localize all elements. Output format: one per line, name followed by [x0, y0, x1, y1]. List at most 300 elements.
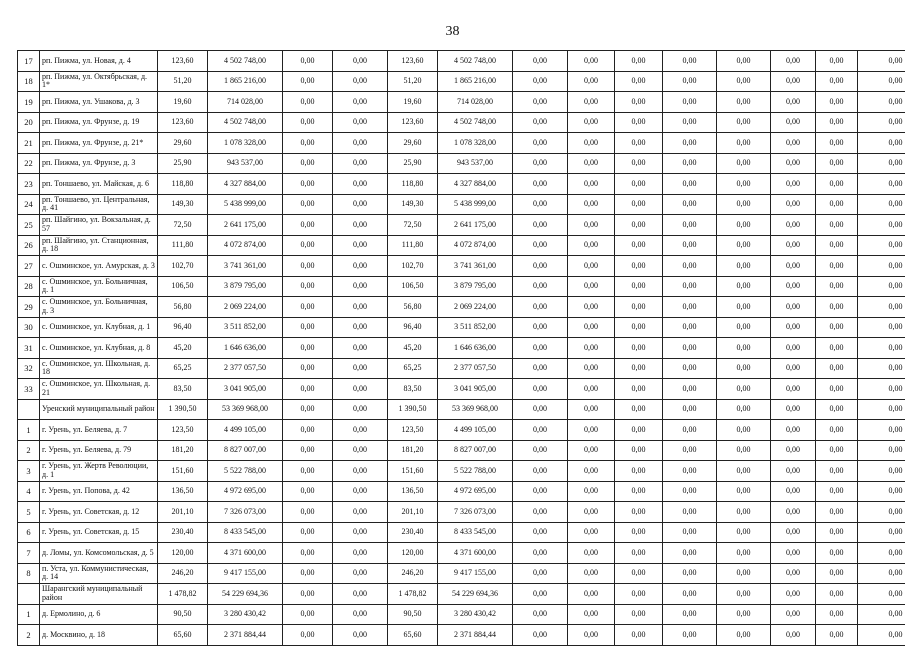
table-row: [18, 420, 905, 441]
value-cell: 0,00: [858, 584, 905, 605]
area-cell: 1 478,82: [388, 584, 438, 605]
address-cell: рп. Тоншаево, ул. Центральная, д. 41: [40, 194, 158, 215]
value-cell: 0,00: [858, 522, 905, 543]
table-row: [18, 604, 905, 625]
value-cell: 0,00: [615, 440, 663, 461]
value-cell: 0,00: [513, 584, 568, 605]
area-cell: 118,80: [388, 174, 438, 195]
value-cell: 0,00: [615, 502, 663, 523]
value-cell: 0,00: [513, 379, 568, 400]
value-cell: 0,00: [513, 317, 568, 338]
value-cell: 0,00: [568, 235, 615, 256]
area-cell: 102,70: [158, 256, 208, 277]
value-cell: 0,00: [615, 604, 663, 625]
value-cell: 0,00: [513, 625, 568, 646]
address-cell: с. Ошминское, ул. Больничная, д. 1: [40, 276, 158, 297]
value-cell: 0,00: [771, 461, 816, 482]
value-cell: 0,00: [513, 502, 568, 523]
row-number: 29: [18, 297, 40, 318]
area-cell: 123,50: [388, 420, 438, 441]
cost-cell: 4 499 105,00: [208, 420, 283, 441]
value-cell: 0,00: [615, 379, 663, 400]
value-cell: 0,00: [333, 502, 388, 523]
value-cell: 0,00: [816, 235, 858, 256]
value-cell: 0,00: [568, 92, 615, 113]
value-cell: 0,00: [568, 522, 615, 543]
value-cell: 0,00: [858, 440, 905, 461]
area-cell: 25,90: [158, 153, 208, 174]
table-row: [18, 297, 905, 318]
value-cell: 0,00: [717, 276, 771, 297]
value-cell: 0,00: [333, 256, 388, 277]
value-cell: 0,00: [771, 133, 816, 154]
value-cell: 0,00: [663, 563, 717, 584]
cost-cell: 8 433 545,00: [438, 522, 513, 543]
value-cell: 0,00: [568, 71, 615, 92]
cost-cell: 714 028,00: [438, 92, 513, 113]
value-cell: 0,00: [771, 584, 816, 605]
value-cell: 0,00: [663, 379, 717, 400]
cost-cell: 1 646 636,00: [438, 338, 513, 359]
value-cell: 0,00: [513, 112, 568, 133]
area-cell: 230,40: [388, 522, 438, 543]
value-cell: 0,00: [513, 563, 568, 584]
area-cell: 123,60: [388, 51, 438, 72]
value-cell: 0,00: [568, 420, 615, 441]
value-cell: 0,00: [858, 543, 905, 564]
value-cell: 0,00: [283, 317, 333, 338]
table-row: [18, 317, 905, 338]
row-number: 2: [18, 625, 40, 646]
address-cell: п. Уста, ул. Коммунистическая, д. 14: [40, 563, 158, 584]
value-cell: 0,00: [568, 51, 615, 72]
value-cell: 0,00: [717, 317, 771, 338]
value-cell: 0,00: [283, 51, 333, 72]
value-cell: 0,00: [858, 71, 905, 92]
value-cell: 0,00: [333, 440, 388, 461]
value-cell: 0,00: [568, 194, 615, 215]
value-cell: 0,00: [615, 420, 663, 441]
cost-cell: 3 280 430,42: [208, 604, 283, 625]
table-row: [18, 379, 905, 400]
value-cell: 0,00: [663, 522, 717, 543]
cost-cell: 7 326 073,00: [208, 502, 283, 523]
value-cell: 0,00: [568, 317, 615, 338]
value-cell: 0,00: [858, 420, 905, 441]
table-row: [18, 51, 905, 72]
row-number: 27: [18, 256, 40, 277]
value-cell: 0,00: [816, 358, 858, 379]
value-cell: 0,00: [717, 133, 771, 154]
value-cell: 0,00: [816, 276, 858, 297]
cost-cell: 3 741 361,00: [208, 256, 283, 277]
table-row: [18, 194, 905, 215]
cost-cell: 9 417 155,00: [438, 563, 513, 584]
value-cell: 0,00: [663, 71, 717, 92]
value-cell: 0,00: [816, 215, 858, 236]
value-cell: 0,00: [513, 153, 568, 174]
value-cell: 0,00: [816, 502, 858, 523]
value-cell: 0,00: [513, 71, 568, 92]
table-row: [18, 399, 905, 420]
value-cell: 0,00: [513, 256, 568, 277]
area-cell: 230,40: [158, 522, 208, 543]
value-cell: 0,00: [615, 358, 663, 379]
address-cell: Уренский муниципальный район: [40, 399, 158, 420]
value-cell: 0,00: [333, 543, 388, 564]
value-cell: 0,00: [568, 584, 615, 605]
value-cell: 0,00: [333, 276, 388, 297]
value-cell: 0,00: [717, 522, 771, 543]
address-cell: рп. Пижма, ул. Фрунзе, д. 21*: [40, 133, 158, 154]
value-cell: 0,00: [816, 194, 858, 215]
value-cell: 0,00: [663, 297, 717, 318]
value-cell: 0,00: [283, 522, 333, 543]
address-cell: д. Ермолино, д. 6: [40, 604, 158, 625]
value-cell: 0,00: [816, 297, 858, 318]
cost-cell: 3 879 795,00: [438, 276, 513, 297]
value-cell: 0,00: [283, 502, 333, 523]
value-cell: 0,00: [333, 563, 388, 584]
cost-cell: 3 879 795,00: [208, 276, 283, 297]
value-cell: 0,00: [663, 256, 717, 277]
area-cell: 120,00: [388, 543, 438, 564]
value-cell: 0,00: [858, 502, 905, 523]
value-cell: 0,00: [615, 522, 663, 543]
cost-cell: 3 041 905,00: [438, 379, 513, 400]
value-cell: 0,00: [717, 256, 771, 277]
value-cell: 0,00: [513, 420, 568, 441]
cost-cell: 4 072 874,00: [208, 235, 283, 256]
value-cell: 0,00: [663, 440, 717, 461]
address-cell: г. Урень, ул. Жертв Революции, д. 1: [40, 461, 158, 482]
table-row: [18, 584, 905, 605]
value-cell: 0,00: [333, 584, 388, 605]
value-cell: 0,00: [283, 256, 333, 277]
cost-cell: 3 511 852,00: [438, 317, 513, 338]
value-cell: 0,00: [568, 153, 615, 174]
table-row: [18, 358, 905, 379]
row-number: 18: [18, 71, 40, 92]
value-cell: 0,00: [717, 174, 771, 195]
value-cell: 0,00: [513, 235, 568, 256]
value-cell: 0,00: [615, 71, 663, 92]
area-cell: 45,20: [158, 338, 208, 359]
value-cell: 0,00: [283, 71, 333, 92]
address-cell: г. Урень, ул. Беляева, д. 79: [40, 440, 158, 461]
area-cell: 149,30: [388, 194, 438, 215]
cost-cell: 2 377 057,50: [438, 358, 513, 379]
area-cell: 246,20: [158, 563, 208, 584]
value-cell: 0,00: [333, 379, 388, 400]
value-cell: 0,00: [283, 133, 333, 154]
value-cell: 0,00: [816, 440, 858, 461]
value-cell: 0,00: [858, 276, 905, 297]
value-cell: 0,00: [513, 276, 568, 297]
row-number: 1: [18, 420, 40, 441]
value-cell: 0,00: [816, 420, 858, 441]
value-cell: 0,00: [283, 297, 333, 318]
cost-cell: 7 326 073,00: [438, 502, 513, 523]
value-cell: 0,00: [283, 194, 333, 215]
value-cell: 0,00: [717, 338, 771, 359]
area-cell: 51,20: [158, 71, 208, 92]
value-cell: 0,00: [717, 235, 771, 256]
value-cell: 0,00: [615, 338, 663, 359]
value-cell: 0,00: [283, 440, 333, 461]
value-cell: 0,00: [771, 379, 816, 400]
row-number: 3: [18, 461, 40, 482]
value-cell: 0,00: [771, 440, 816, 461]
table-row: [18, 625, 905, 646]
value-cell: 0,00: [283, 112, 333, 133]
data-table: [17, 50, 905, 646]
value-cell: 0,00: [283, 604, 333, 625]
value-cell: 0,00: [858, 604, 905, 625]
value-cell: 0,00: [283, 379, 333, 400]
cost-cell: 5 522 788,00: [438, 461, 513, 482]
row-number: 4: [18, 481, 40, 502]
area-cell: 106,50: [388, 276, 438, 297]
value-cell: 0,00: [771, 522, 816, 543]
table-row: [18, 338, 905, 359]
area-cell: 136,50: [388, 481, 438, 502]
value-cell: 0,00: [771, 112, 816, 133]
cost-cell: 3 280 430,42: [438, 604, 513, 625]
row-number: 28: [18, 276, 40, 297]
area-cell: 90,50: [388, 604, 438, 625]
cost-cell: 8 827 007,00: [208, 440, 283, 461]
cost-cell: 2 069 224,00: [438, 297, 513, 318]
value-cell: 0,00: [513, 522, 568, 543]
value-cell: 0,00: [771, 51, 816, 72]
value-cell: 0,00: [283, 92, 333, 113]
value-cell: 0,00: [513, 297, 568, 318]
value-cell: 0,00: [771, 625, 816, 646]
cost-cell: 4 371 600,00: [208, 543, 283, 564]
value-cell: 0,00: [333, 338, 388, 359]
value-cell: 0,00: [663, 338, 717, 359]
address-cell: г. Урень, ул. Беляева, д. 7: [40, 420, 158, 441]
area-cell: 118,80: [158, 174, 208, 195]
area-cell: 149,30: [158, 194, 208, 215]
area-cell: 96,40: [158, 317, 208, 338]
value-cell: 0,00: [663, 317, 717, 338]
area-cell: 65,60: [158, 625, 208, 646]
cost-cell: 2 377 057,50: [208, 358, 283, 379]
cost-cell: 54 229 694,36: [208, 584, 283, 605]
area-cell: 29,60: [388, 133, 438, 154]
value-cell: 0,00: [717, 51, 771, 72]
value-cell: 0,00: [858, 399, 905, 420]
value-cell: 0,00: [333, 399, 388, 420]
value-cell: 0,00: [663, 153, 717, 174]
value-cell: 0,00: [816, 379, 858, 400]
area-cell: 45,20: [388, 338, 438, 359]
area-cell: 96,40: [388, 317, 438, 338]
area-cell: 246,20: [388, 563, 438, 584]
value-cell: 0,00: [771, 256, 816, 277]
value-cell: 0,00: [513, 604, 568, 625]
area-cell: 120,00: [158, 543, 208, 564]
value-cell: 0,00: [513, 358, 568, 379]
address-cell: г. Урень, ул. Советская, д. 12: [40, 502, 158, 523]
value-cell: 0,00: [513, 215, 568, 236]
area-cell: 65,60: [388, 625, 438, 646]
cost-cell: 8 827 007,00: [438, 440, 513, 461]
value-cell: 0,00: [858, 51, 905, 72]
page-number: 38: [0, 24, 905, 40]
value-cell: 0,00: [615, 153, 663, 174]
value-cell: 0,00: [771, 92, 816, 113]
value-cell: 0,00: [333, 235, 388, 256]
value-cell: 0,00: [568, 604, 615, 625]
address-cell: рп. Тоншаево, ул. Майская, д. 6: [40, 174, 158, 195]
row-number: 5: [18, 502, 40, 523]
area-cell: 201,10: [158, 502, 208, 523]
value-cell: 0,00: [615, 112, 663, 133]
value-cell: 0,00: [663, 174, 717, 195]
area-cell: 123,50: [158, 420, 208, 441]
value-cell: 0,00: [858, 461, 905, 482]
row-number: 23: [18, 174, 40, 195]
area-cell: 65,25: [158, 358, 208, 379]
value-cell: 0,00: [816, 174, 858, 195]
value-cell: 0,00: [717, 604, 771, 625]
value-cell: 0,00: [333, 51, 388, 72]
value-cell: 0,00: [858, 215, 905, 236]
area-cell: 72,50: [158, 215, 208, 236]
address-cell: с. Ошминское, ул. Амурская, д. 3: [40, 256, 158, 277]
value-cell: 0,00: [333, 481, 388, 502]
value-cell: 0,00: [858, 174, 905, 195]
value-cell: 0,00: [771, 215, 816, 236]
value-cell: 0,00: [858, 133, 905, 154]
value-cell: 0,00: [858, 235, 905, 256]
value-cell: 0,00: [568, 563, 615, 584]
area-cell: 56,80: [158, 297, 208, 318]
value-cell: 0,00: [771, 276, 816, 297]
cost-cell: 53 369 968,00: [208, 399, 283, 420]
value-cell: 0,00: [663, 543, 717, 564]
cost-cell: 4 499 105,00: [438, 420, 513, 441]
address-cell: г. Урень, ул. Попова, д. 42: [40, 481, 158, 502]
value-cell: 0,00: [283, 174, 333, 195]
area-cell: 136,50: [158, 481, 208, 502]
table-row: [18, 481, 905, 502]
row-number: 25: [18, 215, 40, 236]
value-cell: 0,00: [771, 71, 816, 92]
value-cell: 0,00: [663, 481, 717, 502]
value-cell: 0,00: [615, 461, 663, 482]
row-number: 6: [18, 522, 40, 543]
area-cell: 151,60: [388, 461, 438, 482]
cost-cell: 5 522 788,00: [208, 461, 283, 482]
value-cell: 0,00: [816, 133, 858, 154]
value-cell: 0,00: [513, 174, 568, 195]
value-cell: 0,00: [568, 133, 615, 154]
value-cell: 0,00: [333, 461, 388, 482]
cost-cell: 4 072 874,00: [438, 235, 513, 256]
value-cell: 0,00: [333, 71, 388, 92]
value-cell: 0,00: [771, 563, 816, 584]
table-row: [18, 276, 905, 297]
value-cell: 0,00: [717, 543, 771, 564]
table-row: [18, 112, 905, 133]
value-cell: 0,00: [615, 276, 663, 297]
row-number: 32: [18, 358, 40, 379]
address-cell: с. Ошминское, ул. Школьная, д. 18: [40, 358, 158, 379]
table-row: [18, 71, 905, 92]
address-cell: с. Ошминское, ул. Школьная, д. 21: [40, 379, 158, 400]
value-cell: 0,00: [615, 235, 663, 256]
area-cell: 19,60: [158, 92, 208, 113]
value-cell: 0,00: [283, 235, 333, 256]
value-cell: 0,00: [816, 51, 858, 72]
value-cell: 0,00: [771, 153, 816, 174]
value-cell: 0,00: [568, 481, 615, 502]
value-cell: 0,00: [333, 358, 388, 379]
value-cell: 0,00: [283, 153, 333, 174]
address-cell: рп. Пижма, ул. Фрунзе, д. 3: [40, 153, 158, 174]
value-cell: 0,00: [771, 399, 816, 420]
address-cell: рп. Пижма, ул. Фрунзе, д. 19: [40, 112, 158, 133]
value-cell: 0,00: [513, 92, 568, 113]
value-cell: 0,00: [858, 153, 905, 174]
area-cell: 83,50: [158, 379, 208, 400]
value-cell: 0,00: [663, 584, 717, 605]
row-number: [18, 584, 40, 605]
area-cell: 56,80: [388, 297, 438, 318]
value-cell: 0,00: [568, 461, 615, 482]
value-cell: 0,00: [717, 297, 771, 318]
value-cell: 0,00: [615, 399, 663, 420]
value-cell: 0,00: [568, 625, 615, 646]
row-number: 33: [18, 379, 40, 400]
address-cell: рп. Пижма, ул. Новая, д. 4: [40, 51, 158, 72]
cost-cell: 4 327 884,00: [208, 174, 283, 195]
value-cell: 0,00: [771, 502, 816, 523]
value-cell: 0,00: [663, 276, 717, 297]
value-cell: 0,00: [568, 338, 615, 359]
value-cell: 0,00: [615, 584, 663, 605]
value-cell: 0,00: [333, 420, 388, 441]
area-cell: 83,50: [388, 379, 438, 400]
address-cell: д. Ломы, ул. Комсомольская, д. 5: [40, 543, 158, 564]
value-cell: 0,00: [717, 461, 771, 482]
address-cell: г. Урень, ул. Советская, д. 15: [40, 522, 158, 543]
cost-cell: 1 078 328,00: [438, 133, 513, 154]
row-number: 17: [18, 51, 40, 72]
area-cell: 106,50: [158, 276, 208, 297]
value-cell: 0,00: [568, 399, 615, 420]
area-cell: 111,80: [388, 235, 438, 256]
value-cell: 0,00: [771, 174, 816, 195]
value-cell: 0,00: [717, 194, 771, 215]
table-row: [18, 153, 905, 174]
cost-cell: 3 741 361,00: [438, 256, 513, 277]
cost-cell: 5 438 999,00: [208, 194, 283, 215]
value-cell: 0,00: [333, 604, 388, 625]
row-number: 1: [18, 604, 40, 625]
value-cell: 0,00: [858, 481, 905, 502]
value-cell: 0,00: [717, 379, 771, 400]
cost-cell: 9 417 155,00: [208, 563, 283, 584]
value-cell: 0,00: [771, 604, 816, 625]
value-cell: 0,00: [816, 604, 858, 625]
area-cell: 72,50: [388, 215, 438, 236]
value-cell: 0,00: [513, 440, 568, 461]
